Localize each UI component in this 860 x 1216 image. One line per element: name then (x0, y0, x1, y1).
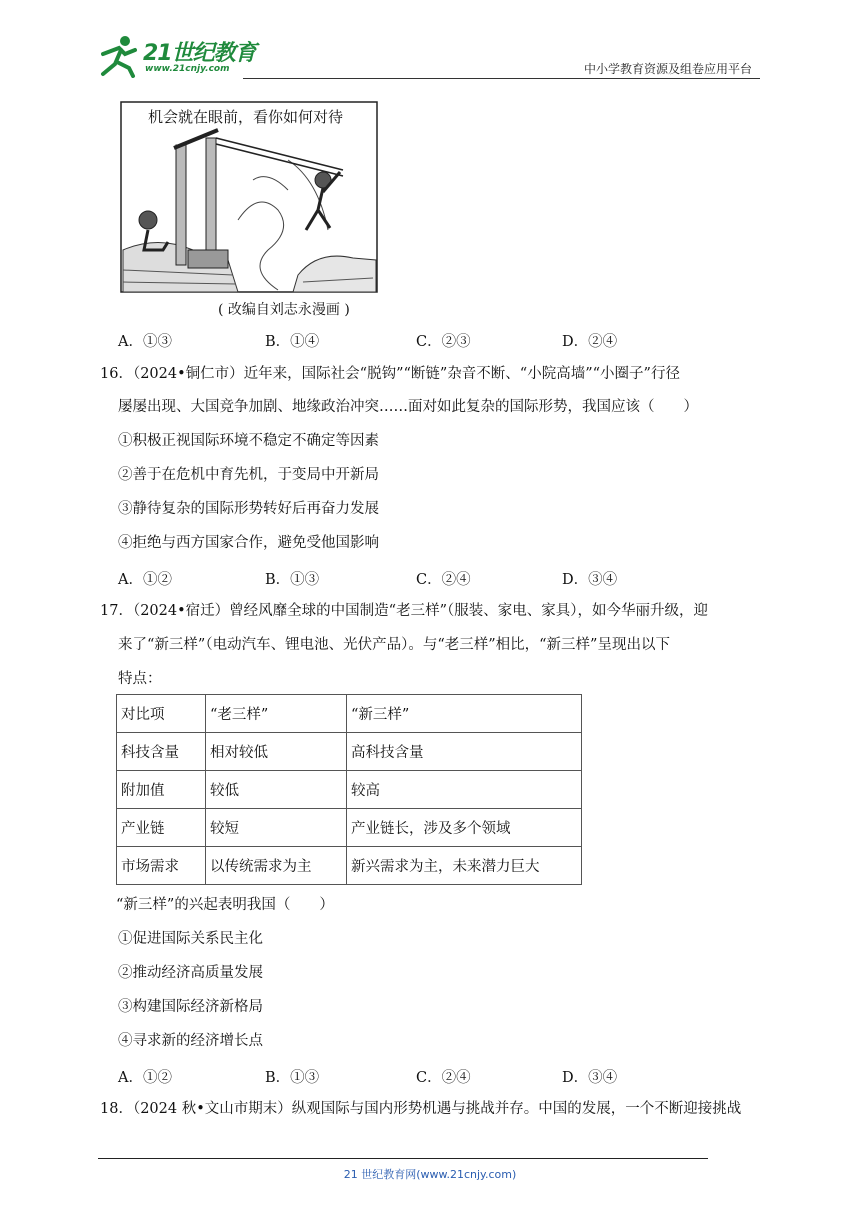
table-cell: 市场需求 (117, 847, 206, 885)
q16-stem-line2: 屡屡出现、大国竞争加剧、地缘政治冲突……面对如此复杂的国际形势，我国应该（ ） (118, 399, 698, 415)
header-divider (243, 78, 760, 79)
q17-item-3: ③构建国际经济新格局 (118, 999, 263, 1015)
footer-link[interactable]: 21 世纪教育网(www.21cnjy.com) (343, 1168, 517, 1181)
table-cell: 较低 (206, 771, 347, 809)
table-cell: 以传统需求为主 (206, 847, 347, 885)
table-cell: “老三样” (206, 695, 347, 733)
q17-stem-line3: 特点： (118, 671, 162, 687)
table-cell: 附加值 (117, 771, 206, 809)
table-cell: 较短 (206, 809, 347, 847)
page-header (95, 34, 760, 78)
q17-question-stem: “新三样”的兴起表明我国（ ） (116, 897, 334, 913)
logo-brand-text: 21世纪教育 (143, 41, 256, 66)
q17-item-4: ④寻求新的经济增长点 (118, 1033, 263, 1049)
q16-stem-line1: 16．（2024•铜仁市）近年来，国际社会“脱钩”“断链”杂音不断、“小院高墙”“小圈子”行径 (100, 366, 680, 382)
table-cell: 对比项 (117, 695, 206, 733)
logo-url-text: www.21cnjy.com (145, 64, 230, 74)
q16-option-d[interactable]: D．③④ (562, 572, 618, 588)
q16-item-4: ④拒绝与西方国家合作，避免受他国影响 (118, 535, 379, 551)
cartoon-bottom-caption: ( 改编自刘志永漫画 ) (218, 302, 350, 318)
table-row (117, 771, 582, 809)
table-cell: 产业链长，涉及多个领域 (347, 809, 582, 847)
q15-option-c[interactable]: C．②③ (416, 334, 471, 350)
q17-option-d[interactable]: D．③④ (562, 1070, 618, 1086)
table-row (117, 809, 582, 847)
q17-option-b[interactable]: B．①③ (265, 1070, 320, 1086)
site-logo[interactable] (95, 34, 265, 78)
q15-option-b[interactable]: B．①④ (265, 334, 320, 350)
table-cell: 产业链 (117, 809, 206, 847)
cartoon-top-caption: 机会就在眼前，看你如何对待 (148, 108, 344, 126)
table-cell: 科技含量 (117, 733, 206, 771)
q18-stem-line1: 18．（2024 秋•文山市期末）纵观国际与国内形势机遇与挑战并存。中国的发展，一个不断迎接挑战 (100, 1101, 742, 1117)
table-cell: 新兴需求为主，未来潜力巨大 (347, 847, 582, 885)
q17-item-1: ①促进国际关系民主化 (118, 931, 263, 947)
platform-name: 中小学教育资源及组卷应用平台 (583, 62, 752, 76)
q15-option-d[interactable]: D．②④ (562, 334, 618, 350)
table-cell: 高科技含量 (347, 733, 582, 771)
q16-item-1: ①积极正视国际环境不稳定不确定等因素 (118, 433, 379, 449)
q17-item-2: ②推动经济高质量发展 (118, 965, 263, 981)
q16-item-3: ③静待复杂的国际形势转好后再奋力发展 (118, 501, 379, 517)
cartoon-illustration (118, 100, 380, 322)
table-row (117, 733, 582, 771)
q17-stem-line1: 17．（2024•宿迁）曾经风靡全球的中国制造“老三样”（服装、家电、家具），如今华丽升级，迎 (100, 603, 708, 619)
q16-item-2: ②善于在危机中育先机，于变局中开新局 (118, 467, 379, 483)
runner-logo-icon (95, 34, 141, 78)
table-cell: “新三样” (347, 695, 582, 733)
q15-option-a[interactable]: A．①③ (118, 334, 172, 350)
q16-option-c[interactable]: C．②④ (416, 572, 471, 588)
q17-option-c[interactable]: C．②④ (416, 1070, 471, 1086)
table-cell: 相对较低 (206, 733, 347, 771)
table-row (117, 847, 582, 885)
table-header-row (117, 695, 582, 733)
q17-stem-line2: 来了“新三样”（电动汽车、锂电池、光伏产品）。与“老三样”相比，“新三样”呈现出以下 (118, 637, 670, 653)
q16-option-a[interactable]: A．①② (118, 572, 172, 588)
q17-option-a[interactable]: A．①② (118, 1070, 172, 1086)
q16-option-b[interactable]: B．①③ (265, 572, 320, 588)
table-cell: 较高 (347, 771, 582, 809)
footer-divider (98, 1158, 708, 1159)
comparison-table (116, 694, 582, 885)
